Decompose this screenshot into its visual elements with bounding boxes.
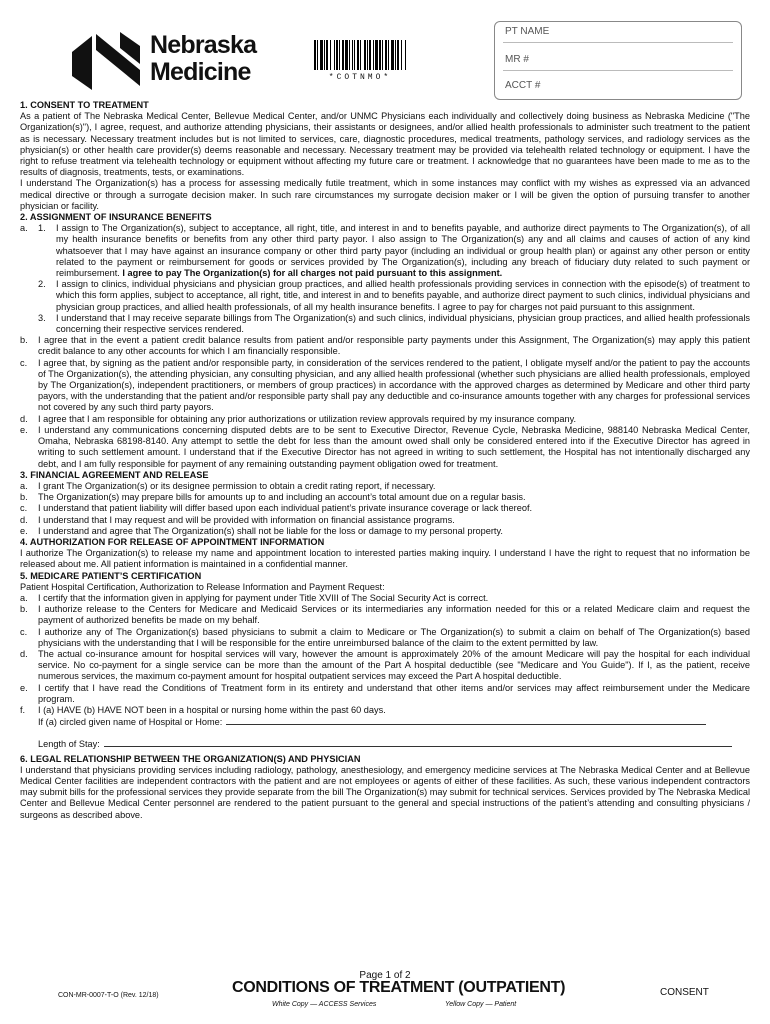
item-f-line-1: I (a) HAVE (b) HAVE NOT been in a hospital or nursing home within the past 60 days. <box>38 704 386 715</box>
item-text: I understand that I may receive separate billings from The Organization(s) and such clinics, individual physicians, physician group practices, and allied health professionals concerning their respective services rendered. <box>56 312 750 335</box>
logo-word-nebraska: Nebraska <box>150 31 257 59</box>
item-text: I agree that I am responsible for obtaining any prior authorizations or utilization review approvals required by my insurance company. <box>38 413 577 424</box>
item-letter: d. <box>20 648 28 659</box>
item-text: I understand that patient liability will differ based upon each individual patient’s private insurance coverage or lack thereof. <box>38 503 533 514</box>
item-letter: c. <box>20 503 28 514</box>
section-5-item-d <box>20 649 750 683</box>
barcode <box>312 40 408 82</box>
item-letter: c. <box>20 357 28 368</box>
section-3-item-c <box>20 503 750 514</box>
item-letter: b. <box>20 335 28 346</box>
item-letter: c. <box>20 626 28 637</box>
document-footer <box>0 966 770 1016</box>
item-letter: d. <box>20 514 28 525</box>
form-code: CON-MR-0007-T-O (Rev. 12/18) <box>58 992 159 999</box>
white-copy-note: White Copy — ACCESS Services <box>272 1001 377 1008</box>
mr-label: MR # <box>505 54 529 65</box>
item-text: I authorize any of The Organization(s) based physicians to submit a claim to Medicare or The Organization(s) to submit a claim on behalf of The Organization(s) based physicians with the understanding that I will be responsible for the entire unreimbursed balance of the claim to the extent permitted by law. <box>38 626 750 648</box>
item-text: The Organization(s) may prepare bills for amounts up to and including an account’s total amount due on a regular basis. <box>38 492 526 503</box>
item-number: 2. <box>38 279 46 290</box>
mr-line[interactable] <box>503 70 733 71</box>
consent-label: CONSENT <box>660 987 709 998</box>
yellow-copy-note: Yellow Copy — Patient <box>445 1001 517 1008</box>
item-text: I assign to clinics, individual physicians and physician group practices, and allied health professionals providing services in connection with the episode(s) of treatment to which this form applies, subject to acceptance, all right, title, and interest in and to benefits payable, and authorize direct payment to such clinics, individual physicians and physician group practices, and allied health professionals, of all my health insurance benefits. I agree to pay for charges not paid pursuant to this assignment. <box>56 279 750 312</box>
section-3-item-b <box>20 492 750 503</box>
section-2-item-d <box>20 414 750 425</box>
item-letter: e. <box>20 525 28 536</box>
item-bold-text: I agree to pay The Organization(s) for all charges not paid pursuant to this assignment. <box>122 268 503 279</box>
item-letter: a. <box>20 223 28 234</box>
section-6-paragraph: I understand that physicians providing services including radiology, pathology, anesthesiology, and emergency medicine services at The Nebraska Medical Center and at Bellevue Medical Center facilities are independent contractors with the patient and are not employees or agents of either of these facilities. As such, these various independent contractors may submit bills for the professional services they provide separate from the bill The Organization(s) may submit for technical services. Services provided by The Nebraska Medical Center and Bellevue Medical Center personnel are rendered to the patient pursuant to the general and special instructions of the patient’s attending and consulting physicians / surgeons as described above. <box>20 764 750 820</box>
item-letter: f. <box>20 704 26 715</box>
barcode-text: *COTNMO* <box>328 73 392 82</box>
item-text: I agree that, by signing as the patient and/or responsible party, in consideration of the services rendered to the patient, I obligate myself and/or the patient to pay the accounts of The Organization(s), the attending physician, any consulting physician, and any allied health professional (whether such physicians are allied health professionals, employed by The Organization(s), independent practitioners, or members of group practices) in accordance with the approved charges as determined by Medicare and other third party payors, with the understanding that the patient and/or responsible party shall pay any deductible and co-insurance amounts together with any charges for professional services not covered by any such third party payors. <box>38 357 750 413</box>
hospital-name-label: If (a) circled given name of Hospital or Home: <box>38 717 223 728</box>
item-number: 3. <box>38 312 46 323</box>
section-2-title: 2. ASSIGNMENT OF INSURANCE BENEFITS <box>20 212 212 223</box>
section-1-paragraph-1: As a patient of The Nebraska Medical Center, Bellevue Medical Center, and/or UNMC Physicians each individually and collectively doing business as Nebraska Medicine ("The Organization(s)"), I agree, request, and authorize attending physicians, their assistants or designees, and/or allied health professionals to administer such treatment to the patient as is necessary. Necessary treatment includes but is not limited to services, care, diagnostic procedures, medical treatments, pathology services, and radiology services as the physician(s) or other health care provider(s) deems reasonable and necessary. Necessary treatment may be provided via telehealth related technology or equipment. I have the right to refuse treatment via telehealth technology or equipment without affecting my future care or treatment. I acknowledge that no guarantees have been made to me as to the results of diagnosis, treatments, tests, or examinations. <box>20 111 750 178</box>
section-5-item-e <box>20 683 750 705</box>
item-letter: d. <box>20 413 28 424</box>
section-4-paragraph: I authorize The Organization(s) to release my name and appointment location to interested parties making inquiry. I understand I have the right to request that no information be released about me. All patient information is maintained in a confidential manner. <box>20 548 750 570</box>
section-3-item-a <box>20 481 750 492</box>
section-4-title: 4. AUTHORIZATION FOR RELEASE OF APPOINTMENT INFORMATION <box>20 536 325 547</box>
item-text: I understand that I may request and will be provided with information on financial assistance programs. <box>38 514 455 525</box>
section-5-title: 5. MEDICARE PATIENT’S CERTIFICATION <box>20 570 202 581</box>
section-2-item-e <box>20 425 750 470</box>
nebraska-medicine-logo <box>70 30 290 95</box>
item-f-line-2 <box>38 716 750 728</box>
section-3-item-e <box>20 526 750 537</box>
item-text: The actual co-insurance amount for hospital services will vary, however the amount is approximately 20% of the amount Medicare will pay the hospital for each individual service. No co-payment for a single service can be more than the amount of the Part A hospital deductible (see "Medicare and You Guide"). If I, as the patient, receive numerous services, the maximum co-payment amount for hospital outpatient services may exceed the Part A hospital deductible. <box>38 648 750 682</box>
section-3-item-d <box>20 515 750 526</box>
section-2-item-b <box>20 335 750 357</box>
hospital-name-field[interactable] <box>226 716 706 725</box>
item-letter: a. <box>20 480 28 491</box>
form-title: CONDITIONS OF TREATMENT (OUTPATIENT) <box>232 979 566 996</box>
section-3-title: 3. FINANCIAL AGREEMENT AND RELEASE <box>20 469 209 480</box>
section-5-intro: Patient Hospital Certification, Authorization to Release Information and Payment Request: <box>20 581 385 592</box>
item-text: I grant The Organization(s) or its designee permission to obtain a credit rating report, if necessary. <box>38 480 436 491</box>
section-2-item-a1 <box>20 223 750 279</box>
item-letter: b. <box>20 604 28 615</box>
section-5-item-f <box>20 705 750 728</box>
item-letter: e. <box>20 682 28 693</box>
spacer <box>20 728 750 738</box>
section-1-title: 1. CONSENT TO TREATMENT <box>20 100 149 110</box>
item-text: I certify that the information given in applying for payment under Title XVIII of The Social Security Act is correct. <box>38 592 489 603</box>
length-of-stay-row <box>20 738 750 750</box>
section-6-title: 6. LEGAL RELATIONSHIP BETWEEN THE ORGANIZATION(S) AND PHYSICIAN <box>20 753 361 764</box>
item-number: 1. <box>38 223 46 234</box>
logo-mark-icon <box>70 30 145 92</box>
length-of-stay-label: Length of Stay: <box>38 739 100 750</box>
item-text: I understand and agree that The Organization(s) shall not be liable for the loss or damage to my personal property. <box>38 525 503 536</box>
item-text: I certify that I have read the Conditions of Treatment form in its entirety and understand that other items and/or services may affect reimbursement under the Medicare program. <box>38 682 750 704</box>
document-body <box>20 100 750 821</box>
section-5-item-c <box>20 627 750 649</box>
pt-name-label: PT NAME <box>505 26 550 37</box>
item-text: I authorize release to the Centers for Medicare and Medicaid Services or its intermediaries any information needed for this or a related Medicare claim and request the payment of authorized benefits be made on my behalf. <box>38 604 750 626</box>
section-5-item-a <box>20 593 750 604</box>
section-2-item-a2 <box>20 279 750 313</box>
barcode-bars-icon <box>312 40 408 70</box>
item-letter: b. <box>20 492 28 503</box>
item-letter: a. <box>20 592 28 603</box>
item-text: I assign to The Organization(s), subject to acceptance, all right, title, and interest in and to benefits payable, and authorize direct payments to The Organization(s), of all my health insurance benefits or benefits from any other third party payor. I also assign to The Organization(s) any and all claims and causes of action of any kind whatsoever that I may have against an insurance company or other third party payor (including an individual or group health plan) or against any other person or entity related to the payment or reimbursement for goods or services provided by The Organization(s), including any breach of fiduciary duty related to such payment or reimbursement. <box>56 223 750 279</box>
logo-word-medicine: Medicine <box>150 58 251 86</box>
section-2-item-a3 <box>20 313 750 335</box>
section-2-item-c <box>20 358 750 414</box>
item-letter: e. <box>20 424 28 435</box>
pt-name-line[interactable] <box>503 42 733 43</box>
item-text: I understand any communications concerning disputed debts are to be sent to Executive Director, Revenue Cycle, Nebraska Medicine, 988140 Nebraska Medical Center, Omaha, Nebraska 68198-8140. Any attempt to settle the debt for less than the amount owed shall only be considered entered into if the Executive Director has agreed in writing to such settlement amount. I understand that if the Executive Director has not agreed in writing to such settlement, the Hospital has not intentionally discharged any debt, and I am fully responsible for payment of any remaining outstanding payment obligation owed for treatment. <box>38 424 750 469</box>
patient-info-box <box>494 21 742 100</box>
section-5-item-b <box>20 604 750 626</box>
page-number: Page 1 of 2 <box>359 970 411 981</box>
item-text: I agree that in the event a patient credit balance results from patient and/or responsible party payments under this Assignment, The Organization(s) may apply this patient credit balance to any other accounts for which I am financially responsible. <box>38 335 750 357</box>
acct-label: ACCT # <box>505 80 541 91</box>
length-of-stay-field[interactable] <box>104 738 732 747</box>
section-1-paragraph-2: I understand The Organization(s) has a process for assessing medically futile treatment, which in some instances may conflict with my wishes as expressed via an advanced medical directive or through a surrogate decision maker. In such rare circumstances my surrogate decision maker or I will be given the option of pursuing transfer to another physician or facility. <box>20 178 750 211</box>
